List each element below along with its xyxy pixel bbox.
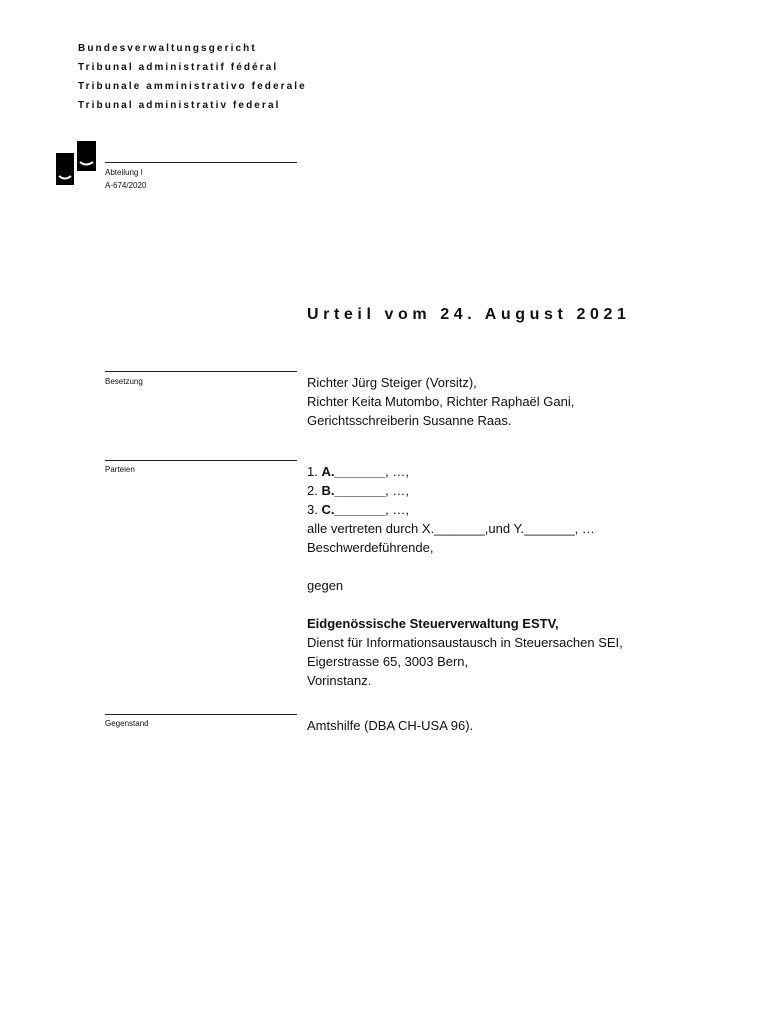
court-logo xyxy=(56,141,96,185)
case-number: A-674/2020 xyxy=(105,181,147,190)
composition-block xyxy=(307,373,574,430)
versus-text: gegen xyxy=(307,578,344,593)
appellant-blank: _______ xyxy=(334,502,386,517)
court-name-it: Tribunale amministrativo federale xyxy=(78,81,307,92)
composition-line: Richter Jürg Steiger (Vorsitz), xyxy=(307,375,477,390)
composition-rule xyxy=(105,371,297,372)
respondent-line: Dienst für Informationsaustausch in Steuersachen SEI, xyxy=(307,635,623,650)
appellant-line xyxy=(307,500,623,519)
appellant-number: 1. xyxy=(307,464,322,479)
respondent-name xyxy=(307,614,623,633)
respondent-line: Eigerstrasse 65, 3003 Bern, xyxy=(307,654,469,669)
parties-label: Parteien xyxy=(105,465,135,474)
subject-label: Gegenstand xyxy=(105,719,149,728)
composition-line: Gerichtsschreiberin Susanne Raas. xyxy=(307,413,512,428)
parties-rule xyxy=(105,460,297,461)
representation-line: alle vertreten durch X._______,und Y._______, … xyxy=(307,521,595,536)
appellant-line xyxy=(307,481,623,500)
appellant-number: 2. xyxy=(307,483,322,498)
subject-rule xyxy=(105,714,297,715)
court-name-rm: Tribunal administrativ federal xyxy=(78,100,281,111)
parties-block xyxy=(307,462,623,690)
appellant-line xyxy=(307,462,623,481)
judgment-title: Urteil vom 24. August 2021 xyxy=(307,306,631,323)
composition-label: Besetzung xyxy=(105,377,143,386)
court-name-fr: Tribunal administratif fédéral xyxy=(78,62,279,73)
appellants-role: Beschwerdeführende, xyxy=(307,540,434,555)
appellant-name: B. xyxy=(321,483,335,498)
respondent-name-text: Eidgenössische Steuerverwaltung ESTV, xyxy=(307,616,559,631)
header-rule xyxy=(105,162,297,163)
appellant-blank: _______ xyxy=(334,464,386,479)
appellant-number: 3. xyxy=(307,502,322,517)
appellant-rest: , …, xyxy=(385,464,409,479)
court-name-de: Bundesverwaltungsgericht xyxy=(78,43,257,54)
appellant-name: A. xyxy=(321,464,335,479)
subject-text: Amtshilfe (DBA CH-USA 96). xyxy=(307,718,474,733)
appellant-rest: , …, xyxy=(385,483,409,498)
division-label: Abteilung I xyxy=(105,168,143,177)
respondent-line: Vorinstanz. xyxy=(307,673,372,688)
appellant-name: C. xyxy=(321,502,335,517)
appellant-blank: _______ xyxy=(334,483,386,498)
composition-line: Richter Keita Mutombo, Richter Raphaël Gani, xyxy=(307,394,575,409)
appellant-rest: , …, xyxy=(385,502,409,517)
court-names xyxy=(78,39,307,115)
